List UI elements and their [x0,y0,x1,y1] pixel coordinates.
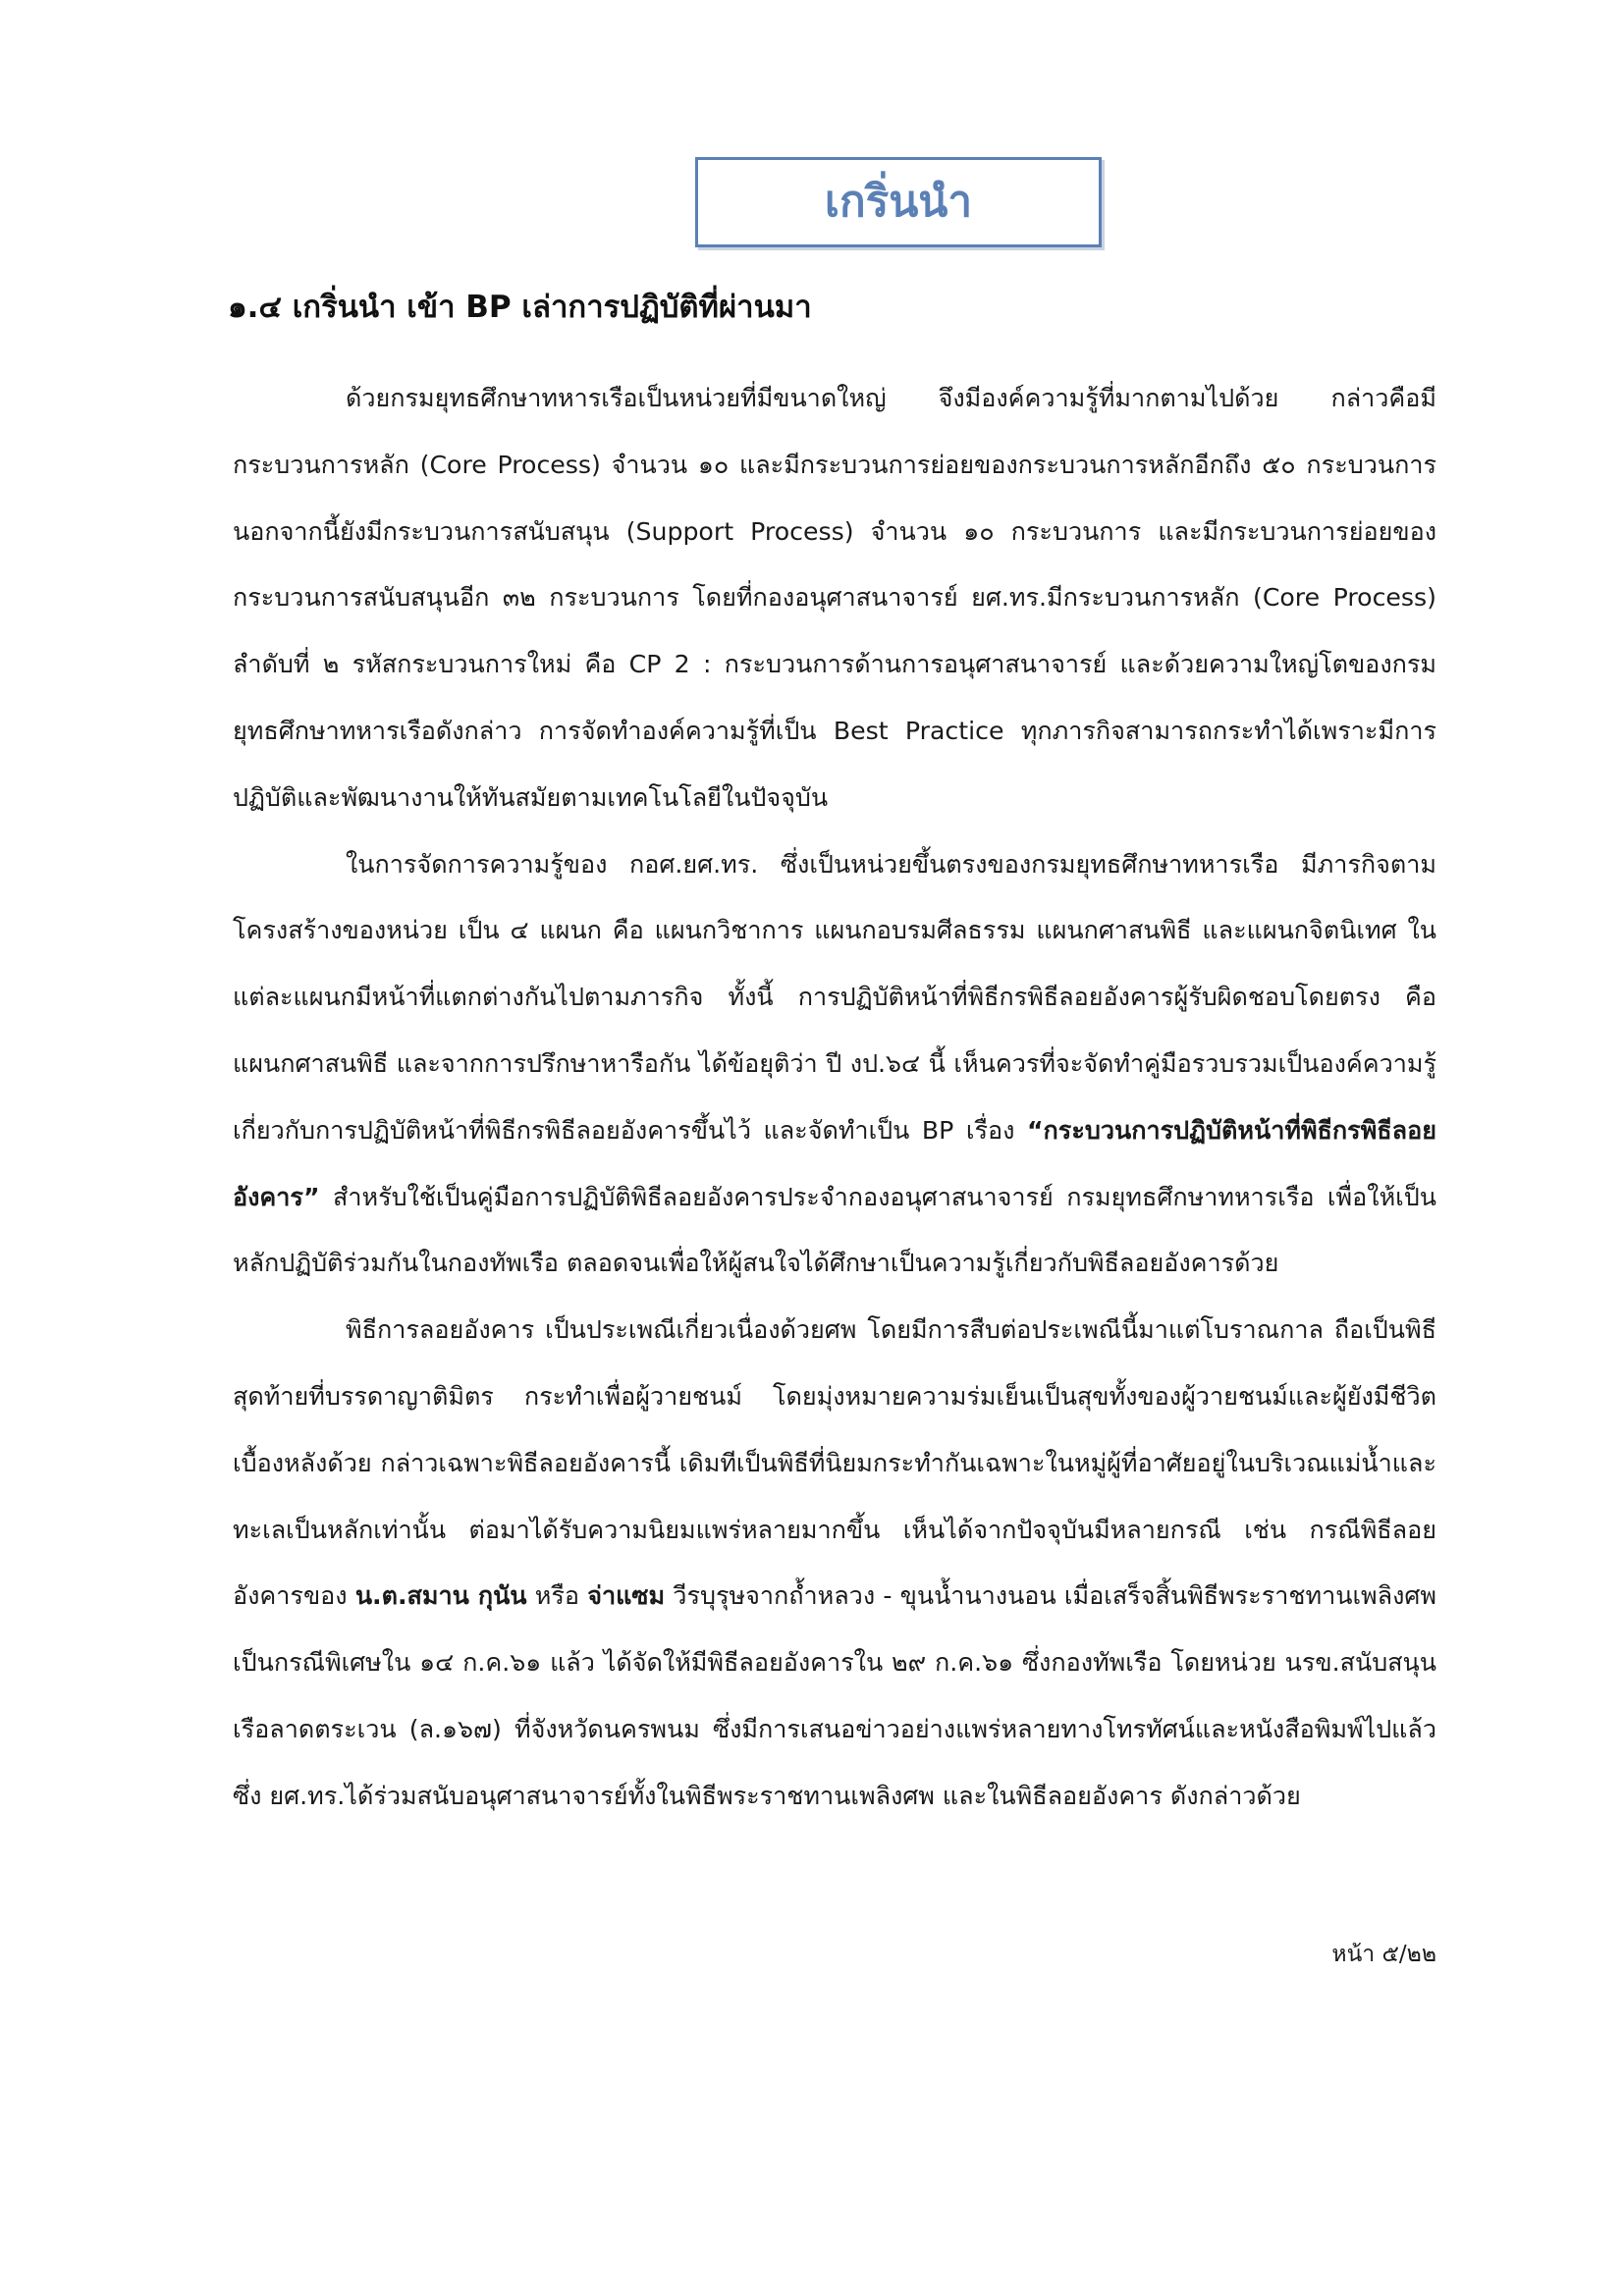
paragraph-2-part-2: สำหรับใช้เป็นคู่มือการปฏิบัติพิธีลอยอังคารประจำกองอนุศาสนาจารย์ กรมยุทธศึกษาทหารเรือ เพื่อให้เป็นหลักปฏิบัติร่วมกันในกองทัพเรือ ตลอดจนเพื่อให้ผู้สนใจได้ศึกษาเป็นความรู้เกี่ยวกับพิธีลอยอังคารด้วย [233,1182,1436,1278]
body-text [233,365,1436,1830]
page-title: เกริ่นนำ [824,177,973,227]
title-box [695,157,1102,247]
person-name-bold: น.ต.สมาน กุนัน [354,1581,527,1611]
paragraph-2-part-1: ในการจัดการความรู้ของ กอศ.ยศ.ทร. ซึ่งเป็นหน่วยขึ้นตรงของกรมยุทธศึกษาทหารเรือ มีภารกิจตามโครงสร้างของหน่วย เป็น ๔ แผนก คือ แผนกวิชาการ แผนกอบรมศีลธรรม แผนกศาสนพิธี และแผนกจิตนิเทศ ในแต่ละแผนกมีหน้าที่แตกต่างกันไปตามภารกิจ ทั้งนี้ การปฏิบัติหน้าที่พิธีกรพิธีลอยอังคารผู้รับผิดชอบโดยตรง คือ แผนกศาสนพิธี และจากการปรึกษาหารือกัน ได้ข้อยุติว่า ปี งป.๖๔ นี้ เห็นควรที่จะจัดทำคู่มือรวบรวมเป็นองค์ความรู้เกี่ยวกับการปฏิบัติหน้าที่พิธีกรพิธีลอยอังคารขึ้นไว้ และจัดทำเป็น BP เรื่อง [233,849,1436,1145]
bp-title-bold: “กระบวนการปฏิบัติหน้าที่พิธีกรพิธีลอยอังคาร” [233,1115,1436,1211]
paragraph-3-part-3: วีรบุรุษจากถ้ำหลวง - ขุนน้ำนางนอน เมื่อเสร็จสิ้นพิธีพระราชทานเพลิงศพเป็นกรณีพิเศษใน ๑๔ ก.ค.๖๑ แล้ว ได้จัดให้มีพิธีลอยอังคารใน ๒๙ ก.ค.๖๑ ซึ่งกองทัพเรือ โดยหน่วย นรข.สนับสนุนเรือลาดตระเวน (ล.๑๖๗) ที่จังหวัดนครพนม ซึ่งมีการเสนอข่าวอย่างแพร่หลายทางโทรทัศน์และหนังสือพิมพ์ไปแล้ว ซึ่ง ยศ.ทร.ได้ร่วมสนับอนุศาสนาจารย์ทั้งในพิธีพระราชทานเพลิงศพ และในพิธีลอยอังคาร ดังกล่าวด้วย [233,1581,1436,1810]
page-number: หน้า ๕/๒๒ [1331,1942,1436,1967]
paragraph-1-text: ด้วยกรมยุทธศึกษาทหารเรือเป็นหน่วยที่มีขนาดใหญ่ จึงมีองค์ความรู้ที่มากตามไปด้วย กล่าวคือมีกระบวนการหลัก (Core Process) จำนวน ๑๐ และมีกระบวนการย่อยของกระบวนการหลักอีกถึง ๕๐ กระบวนการ นอกจากนี้ยังมีกระบวนการสนับสนุน (Support Process) จำนวน ๑๐ กระบวนการ และมีกระบวนการย่อยของกระบวนการสนับสนุนอีก ๓๒ กระบวนการ โดยที่กองอนุศาสนาจารย์ ยศ.ทร.มีกระบวนการหลัก (Core Process) ลำดับที่ ๒ รหัสกระบวนการใหม่ คือ CP 2 : กระบวนการด้านการอนุศาสนาจารย์ และด้วยความใหญ่โตของกรมยุทธศึกษาทหารเรือดังกล่าว การจัดทำองค์ความรู้ที่เป็น Best Practice ทุกภารกิจสามารถกระทำได้เพราะมีการปฏิบัติและพัฒนางานให้ทันสมัยตามเทคโนโลยีในปัจจุบัน [233,384,1436,812]
paragraph-2 [233,831,1436,1298]
section-heading: ๑.๔ เกริ่นนำ เข้า BP เล่าการปฏิบัติที่ผ่านมา [228,290,812,325]
paragraph-1 [233,365,1436,831]
paragraph-3 [233,1297,1436,1829]
paragraph-3-part-2: หรือ [526,1581,588,1611]
person-nickname-bold: จ่าแซม [587,1581,666,1611]
paragraph-3-part-1: พิธีการลอยอังคาร เป็นประเพณีเกี่ยวเนื่องด้วยศพ โดยมีการสืบต่อประเพณีนี้มาแต่โบราณกาล ถือเป็นพิธีสุดท้ายที่บรรดาญาติมิตร กระทำเพื่อผู้วายชนม์ โดยมุ่งหมายความร่มเย็นเป็นสุขทั้งของผู้วายชนม์และผู้ยังมีชีวิตเบื้องหลังด้วย กล่าวเฉพาะพิธีลอยอังคารนี้ เดิมทีเป็นพิธีที่นิยมกระทำกันเฉพาะในหมู่ผู้ที่อาศัยอยู่ในบริเวณแม่น้ำและทะเลเป็นหลักเท่านั้น ต่อมาได้รับความนิยมแพร่หลายมากขึ้น เห็นได้จากปัจจุบันมีหลายกรณี เช่น กรณีพิธีลอยอังคารของ [233,1315,1436,1611]
